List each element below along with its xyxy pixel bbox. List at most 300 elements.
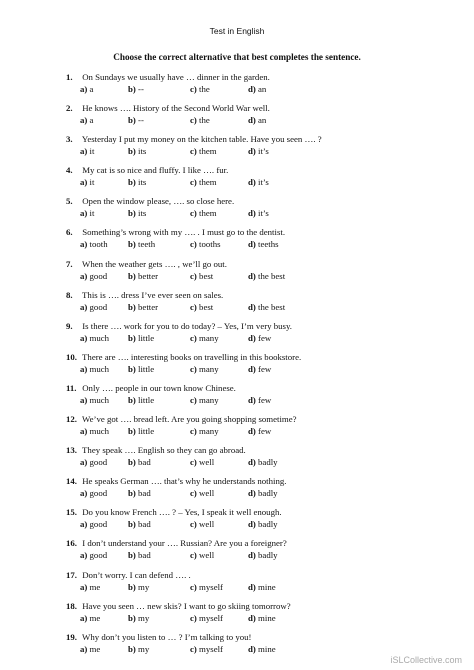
question-item — [66, 382, 446, 413]
option-letter: a) — [80, 301, 88, 312]
option-text: little — [138, 363, 155, 374]
option-letter: d) — [248, 208, 256, 219]
option-text: well — [199, 488, 215, 499]
option-letter: c) — [190, 208, 197, 219]
option-letter: c) — [190, 581, 197, 592]
answer-options — [66, 643, 446, 655]
option-text: its — [138, 146, 147, 157]
option-letter: c) — [190, 301, 197, 312]
option-text: an — [258, 84, 267, 94]
answer-options — [66, 612, 446, 624]
answer-option[interactable] — [128, 363, 190, 375]
answer-option[interactable] — [80, 363, 128, 375]
option-letter: c) — [190, 177, 197, 188]
question-text: Is there …. work for you to do today? – Yes, I’m very busy. — [82, 320, 292, 331]
option-text: my — [138, 581, 150, 592]
answer-option[interactable] — [190, 83, 248, 95]
answer-options — [66, 207, 446, 219]
option-letter: c) — [190, 550, 197, 561]
answer-option[interactable] — [248, 145, 328, 157]
answer-option[interactable] — [190, 332, 248, 344]
option-text: its — [138, 177, 147, 188]
answer-option[interactable] — [128, 83, 190, 95]
option-letter: d) — [248, 177, 256, 188]
option-letter: c) — [190, 115, 197, 126]
answer-option[interactable] — [248, 238, 328, 250]
answer-option[interactable] — [190, 207, 248, 219]
answer-option[interactable] — [128, 643, 190, 655]
answer-option[interactable] — [248, 425, 328, 437]
option-text: good — [89, 270, 108, 281]
answer-option[interactable] — [128, 456, 190, 468]
question-item — [66, 226, 446, 257]
option-text: badly — [258, 550, 278, 561]
answer-option[interactable] — [128, 207, 190, 219]
option-letter: b) — [128, 208, 136, 219]
answer-option[interactable] — [190, 518, 248, 530]
answer-options — [66, 518, 446, 530]
option-letter: a) — [80, 612, 88, 623]
answer-option[interactable] — [190, 238, 248, 250]
option-letter: b) — [128, 270, 136, 281]
question-line — [66, 351, 446, 363]
option-letter: b) — [128, 363, 136, 374]
option-text: -- — [138, 115, 144, 126]
option-text: an — [258, 115, 267, 126]
answer-option[interactable] — [128, 332, 190, 344]
answer-options — [66, 145, 446, 157]
question-number: 6. — [66, 227, 73, 238]
option-letter: d) — [248, 301, 256, 312]
option-text: teeth — [138, 239, 156, 250]
answer-option[interactable] — [80, 114, 128, 126]
option-letter: b) — [128, 519, 136, 530]
question-text: They speak …. English so they can go abroad. — [82, 445, 246, 456]
answer-option[interactable] — [128, 301, 190, 313]
option-text: mine — [258, 581, 276, 592]
answer-options — [66, 456, 446, 468]
question-line — [66, 537, 446, 549]
option-text: the — [199, 84, 210, 94]
option-text: a — [89, 115, 94, 126]
option-letter: d) — [248, 519, 256, 530]
option-letter: c) — [190, 332, 197, 343]
option-letter: b) — [128, 146, 136, 157]
option-letter: b) — [128, 301, 136, 312]
question-number: 17. — [66, 569, 77, 580]
option-text: me — [89, 643, 101, 654]
option-letter: d) — [248, 550, 256, 561]
answer-option[interactable] — [128, 612, 190, 624]
option-text: me — [89, 581, 101, 592]
answer-option[interactable] — [128, 487, 190, 499]
answer-option[interactable] — [80, 456, 128, 468]
option-text: it’s — [258, 146, 269, 157]
answer-option[interactable] — [190, 114, 248, 126]
option-letter: c) — [190, 146, 197, 157]
option-text: much — [89, 426, 110, 437]
question-number: 1. — [66, 72, 73, 82]
answer-option[interactable] — [248, 207, 328, 219]
option-letter: b) — [128, 643, 136, 654]
question-number: 18. — [66, 600, 77, 611]
question-number: 5. — [66, 196, 73, 207]
question-text: My cat is so nice and fluffy. I like …. fur. — [82, 165, 229, 176]
answer-option[interactable] — [80, 238, 128, 250]
option-text: good — [89, 488, 108, 499]
answer-option[interactable] — [128, 114, 190, 126]
option-text: it’s — [258, 177, 269, 188]
option-letter: d) — [248, 239, 256, 250]
option-text: badly — [258, 488, 278, 499]
answer-option[interactable] — [80, 301, 128, 313]
answer-options — [66, 332, 446, 344]
answer-option[interactable] — [128, 425, 190, 437]
option-text: well — [199, 457, 215, 468]
option-text: bad — [138, 488, 151, 499]
option-letter: a) — [80, 550, 88, 561]
question-number: 10. — [66, 351, 77, 362]
question-item — [66, 195, 446, 226]
option-letter: b) — [128, 332, 136, 343]
option-letter: a) — [80, 270, 88, 281]
question-text: He knows …. History of the Second World War well. — [82, 103, 270, 114]
option-letter: a) — [80, 363, 88, 374]
answer-option[interactable] — [80, 487, 128, 499]
question-text: I don’t understand your …. Russian? Are you a foreigner? — [82, 538, 287, 549]
question-number: 8. — [66, 289, 73, 300]
answer-options — [66, 425, 446, 437]
question-item — [66, 351, 446, 382]
option-text: well — [199, 519, 215, 530]
option-letter: d) — [248, 612, 256, 623]
answer-option[interactable] — [248, 363, 328, 375]
question-number: 13. — [66, 445, 77, 456]
option-letter: c) — [190, 426, 197, 437]
answer-option[interactable] — [128, 176, 190, 188]
question-number: 4. — [66, 165, 73, 176]
answer-options — [66, 549, 446, 561]
answer-option[interactable] — [248, 643, 328, 655]
question-line — [66, 71, 446, 83]
option-text: bad — [138, 519, 151, 530]
option-letter: d) — [248, 643, 256, 654]
option-text: them — [199, 177, 217, 188]
question-text: Open the window please, …. so close here. — [82, 196, 235, 207]
answer-option[interactable] — [128, 581, 190, 593]
option-letter: b) — [128, 84, 136, 94]
answer-option[interactable] — [128, 145, 190, 157]
option-letter: c) — [190, 643, 197, 654]
option-text: many — [199, 394, 219, 405]
question-line — [66, 320, 446, 332]
answer-option[interactable] — [190, 363, 248, 375]
question-item — [66, 320, 446, 351]
answer-option[interactable] — [248, 114, 328, 126]
answer-option[interactable] — [248, 301, 328, 313]
answer-option[interactable] — [128, 518, 190, 530]
question-line — [66, 413, 446, 425]
option-text: myself — [199, 612, 223, 623]
option-text: best — [199, 301, 214, 312]
option-letter: d) — [248, 84, 256, 94]
option-letter: a) — [80, 332, 88, 343]
option-letter: b) — [128, 488, 136, 499]
question-line — [66, 444, 446, 456]
answer-option[interactable] — [190, 612, 248, 624]
question-number: 19. — [66, 631, 77, 642]
option-letter: a) — [80, 426, 88, 437]
question-text: Why don’t you listen to … ? I’m talking to you! — [82, 631, 252, 642]
answer-options — [66, 581, 446, 593]
option-text: few — [258, 394, 272, 405]
option-letter: a) — [80, 643, 88, 654]
page-title: Test in English — [209, 26, 265, 36]
option-letter: b) — [128, 550, 136, 561]
option-text: it — [89, 208, 95, 219]
option-text: the best — [258, 270, 286, 281]
answer-option[interactable] — [190, 176, 248, 188]
question-text: When the weather gets …. , we’ll go out. — [82, 258, 227, 269]
option-text: the — [199, 115, 210, 126]
option-letter: b) — [128, 394, 136, 405]
answer-option[interactable] — [80, 518, 128, 530]
question-item — [66, 537, 446, 568]
option-letter: a) — [80, 519, 88, 530]
option-letter: c) — [190, 239, 197, 250]
question-line — [66, 600, 446, 612]
question-text: There are …. interesting books on travelling in this bookstore. — [82, 351, 302, 362]
answer-option[interactable] — [248, 176, 328, 188]
option-text: many — [199, 363, 219, 374]
answer-option[interactable] — [248, 549, 328, 561]
question-item — [66, 600, 446, 631]
option-text: my — [138, 643, 150, 654]
option-text: me — [89, 612, 101, 623]
question-number: 12. — [66, 414, 77, 425]
option-letter: c) — [190, 394, 197, 405]
answer-option[interactable] — [80, 549, 128, 561]
question-text: This is …. dress I’ve ever seen on sales. — [82, 289, 224, 300]
question-line — [66, 569, 446, 581]
option-text: good — [89, 301, 108, 312]
question-item — [66, 569, 446, 600]
question-number: 16. — [66, 538, 77, 549]
option-text: mine — [258, 643, 276, 654]
answer-option[interactable] — [80, 207, 128, 219]
answer-option[interactable] — [80, 83, 128, 95]
answer-option[interactable] — [128, 549, 190, 561]
question-item — [66, 133, 446, 164]
option-text: -- — [138, 84, 144, 94]
question-item — [66, 289, 446, 320]
option-letter: c) — [190, 457, 197, 468]
question-line — [66, 226, 446, 238]
option-text: little — [138, 394, 155, 405]
option-letter: b) — [128, 612, 136, 623]
question-line — [66, 258, 446, 270]
option-text: many — [199, 426, 219, 437]
option-text: tooths — [199, 239, 221, 250]
option-text: little — [138, 332, 155, 343]
answer-option[interactable] — [80, 612, 128, 624]
answer-options — [66, 301, 446, 313]
option-text: them — [199, 208, 217, 219]
question-list — [66, 71, 446, 662]
option-letter: d) — [248, 488, 256, 499]
answer-option[interactable] — [248, 456, 328, 468]
answer-option[interactable] — [128, 270, 190, 282]
option-letter: d) — [248, 332, 256, 343]
option-letter: d) — [248, 115, 256, 126]
option-text: bad — [138, 550, 151, 561]
question-line — [66, 195, 446, 207]
answer-option[interactable] — [248, 581, 328, 593]
option-letter: c) — [190, 363, 197, 374]
answer-option[interactable] — [190, 581, 248, 593]
option-letter: a) — [80, 177, 88, 188]
option-text: good — [89, 550, 108, 561]
answer-option[interactable] — [248, 394, 328, 406]
option-text: good — [89, 457, 108, 468]
option-text: it — [89, 177, 95, 188]
answer-option[interactable] — [190, 145, 248, 157]
option-letter: a) — [80, 457, 88, 468]
option-letter: d) — [248, 394, 256, 405]
answer-option[interactable] — [80, 270, 128, 282]
answer-option[interactable] — [80, 394, 128, 406]
question-item — [66, 506, 446, 537]
option-letter: d) — [248, 363, 256, 374]
watermark: iSLCollective.com — [390, 655, 462, 665]
question-number: 11. — [66, 382, 77, 393]
option-letter: a) — [80, 84, 88, 94]
option-text: best — [199, 270, 214, 281]
question-item — [66, 413, 446, 444]
option-letter: d) — [248, 581, 256, 592]
option-text: it’s — [258, 208, 269, 219]
answer-option[interactable] — [190, 270, 248, 282]
answer-option[interactable] — [80, 425, 128, 437]
option-letter: a) — [80, 239, 88, 250]
answer-option[interactable] — [190, 394, 248, 406]
option-letter: a) — [80, 208, 88, 219]
option-letter: c) — [190, 270, 197, 281]
question-number: 7. — [66, 258, 73, 269]
option-text: teeths — [258, 239, 279, 250]
answer-option[interactable] — [190, 456, 248, 468]
question-text: Only …. people in our town know Chinese. — [82, 382, 236, 393]
option-text: few — [258, 363, 272, 374]
option-letter: b) — [128, 581, 136, 592]
option-text: much — [89, 363, 110, 374]
answer-options — [66, 487, 446, 499]
option-letter: b) — [128, 426, 136, 437]
option-letter: a) — [80, 394, 88, 405]
question-line — [66, 133, 446, 145]
option-letter: a) — [80, 488, 88, 499]
question-text: Don’t worry. I can defend …. . — [82, 569, 191, 580]
answer-options — [66, 176, 446, 188]
question-line — [66, 289, 446, 301]
option-letter: c) — [190, 612, 197, 623]
answer-option[interactable] — [80, 581, 128, 593]
option-letter: d) — [248, 146, 256, 157]
answer-option[interactable] — [128, 238, 190, 250]
question-number: 2. — [66, 103, 73, 114]
answer-option[interactable] — [190, 643, 248, 655]
option-text: a — [89, 84, 94, 94]
answer-option[interactable] — [190, 425, 248, 437]
option-letter: d) — [248, 270, 256, 281]
answer-option[interactable] — [190, 487, 248, 499]
question-item — [66, 164, 446, 195]
option-text: little — [138, 426, 155, 437]
option-text: its — [138, 208, 147, 219]
option-letter: c) — [190, 488, 197, 499]
answer-options — [66, 270, 446, 282]
answer-options — [66, 394, 446, 406]
question-number: 14. — [66, 476, 77, 487]
option-text: few — [258, 332, 272, 343]
option-text: myself — [199, 581, 223, 592]
answer-option[interactable] — [248, 83, 328, 95]
question-text: He speaks German …. that’s why he understands nothing. — [82, 476, 287, 487]
answer-option[interactable] — [248, 270, 328, 282]
instruction-heading: Choose the correct alternative that best completes the sentence. — [113, 52, 361, 62]
question-item — [66, 102, 446, 133]
question-line — [66, 631, 446, 643]
answer-option[interactable] — [248, 487, 328, 499]
answer-option[interactable] — [248, 612, 328, 624]
answer-option[interactable] — [80, 332, 128, 344]
answer-options — [66, 114, 446, 126]
answer-option[interactable] — [128, 394, 190, 406]
answer-options — [66, 363, 446, 375]
question-line — [66, 475, 446, 487]
answer-option[interactable] — [80, 643, 128, 655]
answer-option[interactable] — [248, 518, 328, 530]
question-line — [66, 382, 446, 394]
question-text: We’ve got …. bread left. Are you going shopping sometime? — [82, 414, 297, 425]
answer-option[interactable] — [80, 176, 128, 188]
question-text: Yesterday I put my money on the kitchen table. Have you seen …. ? — [81, 134, 322, 145]
option-letter: d) — [248, 426, 256, 437]
option-letter: a) — [80, 115, 88, 126]
answer-option[interactable] — [190, 301, 248, 313]
answer-option[interactable] — [80, 145, 128, 157]
answer-option[interactable] — [190, 549, 248, 561]
question-number: 9. — [66, 320, 73, 331]
option-letter: c) — [190, 519, 197, 530]
question-item — [66, 631, 446, 662]
question-text: Do you know French …. ? – Yes, I speak it well enough. — [82, 507, 282, 518]
option-text: badly — [258, 457, 278, 468]
question-text: On Sundays we usually have … dinner in the garden. — [82, 72, 270, 82]
option-text: myself — [199, 643, 223, 654]
option-text: well — [199, 550, 215, 561]
answer-option[interactable] — [248, 332, 328, 344]
option-text: tooth — [89, 239, 108, 250]
question-text: Something’s wrong with my …. . I must go to the dentist. — [82, 227, 286, 238]
question-line — [66, 102, 446, 114]
question-number: 15. — [66, 507, 77, 518]
question-item — [66, 444, 446, 475]
option-letter: a) — [80, 581, 88, 592]
option-letter: d) — [248, 457, 256, 468]
option-letter: b) — [128, 239, 136, 250]
option-letter: b) — [128, 115, 136, 126]
